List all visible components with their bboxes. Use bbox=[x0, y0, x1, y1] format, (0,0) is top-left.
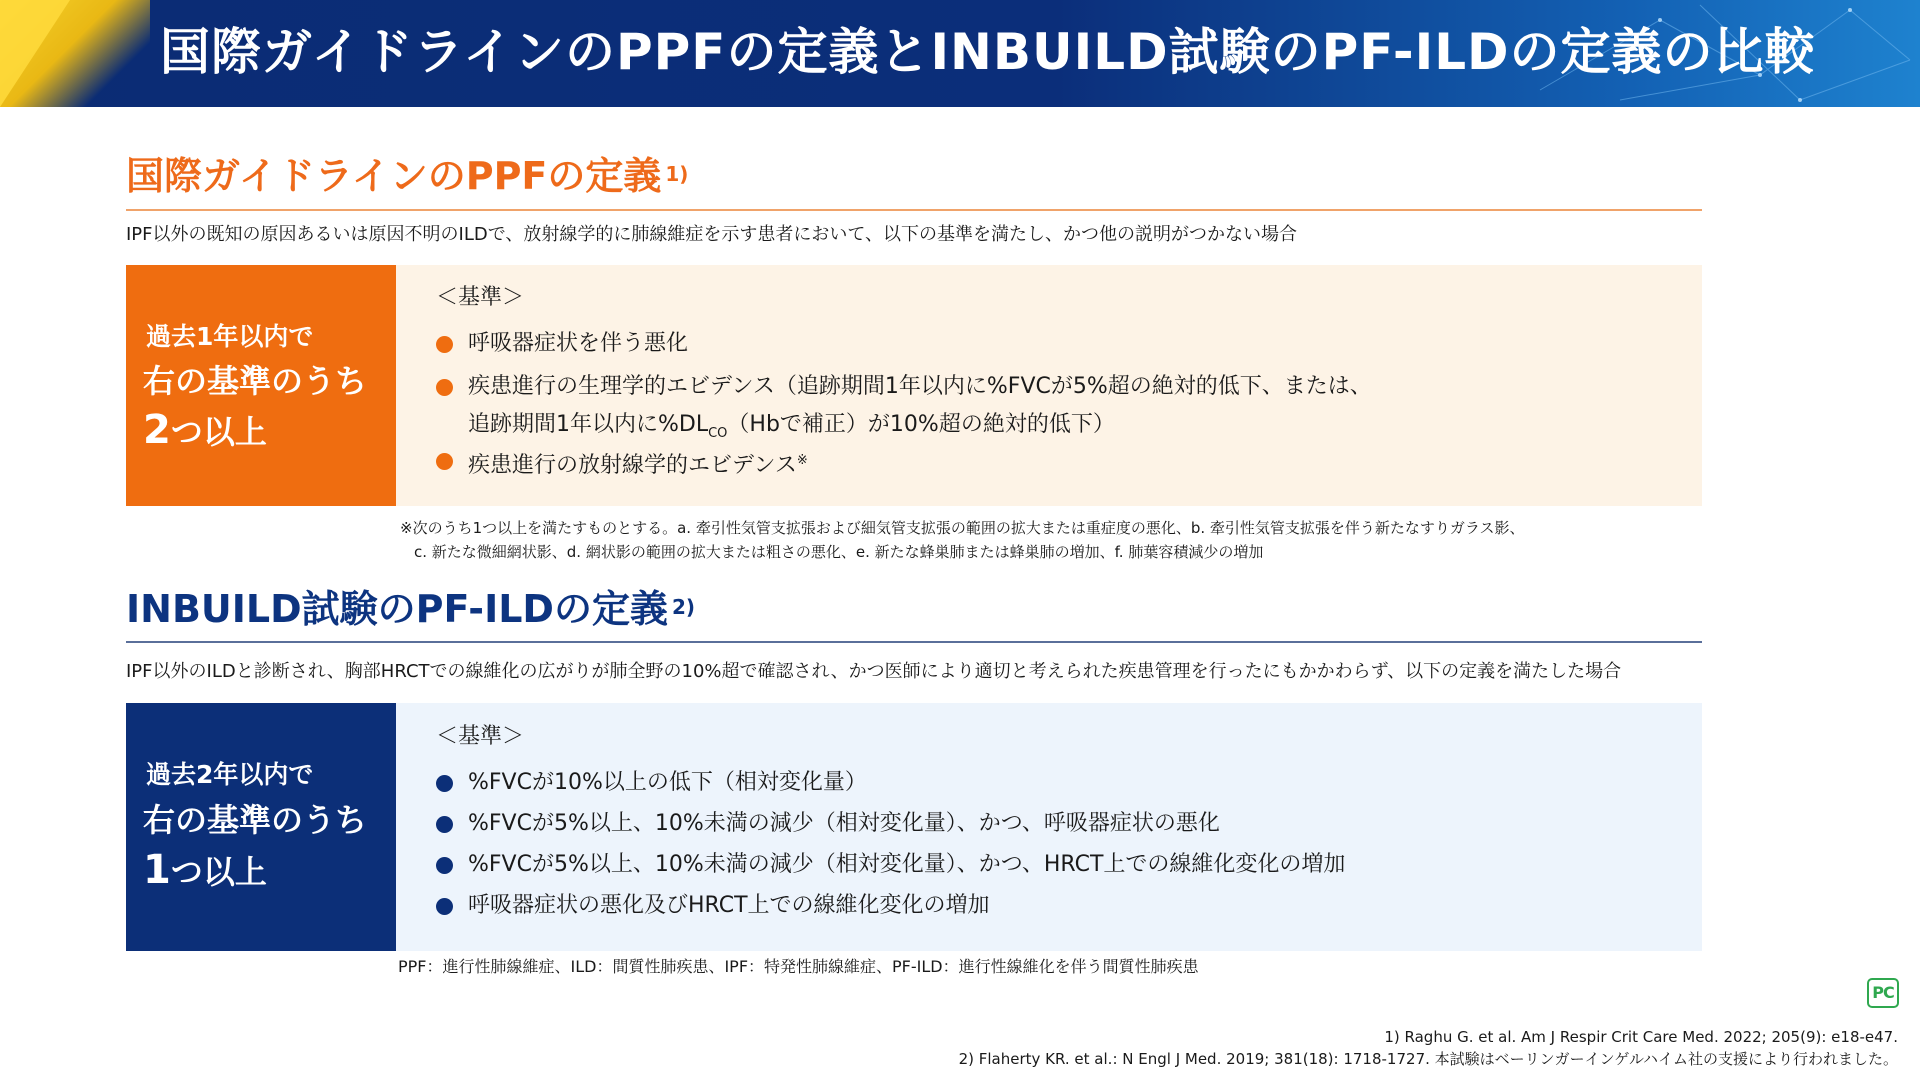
section1-tag-criteria: 右の基準のうち bbox=[143, 362, 368, 400]
section2-item-text: %FVCが5%以上、10%未満の減少（相対変化量）、かつ、HRCT上での線維化変化の増加 bbox=[468, 852, 1346, 877]
section2-tag-period: 過去2年以内で bbox=[146, 760, 314, 789]
section2-title bbox=[126, 585, 695, 633]
section1-item3-note-mark: ※ bbox=[796, 453, 808, 468]
bullet-icon bbox=[436, 816, 453, 833]
section1-footnote-line1: ※次のうち1つ以上を満たすものとする。a. 牽引性気管支拡張および細気管支拡張の範囲の拡大または重症度の悪化、b. 牽引性気管支拡張を伴う新たなすりガラス影、 bbox=[400, 519, 1525, 537]
section1-footnote-line2: c. 新たな微細網状影、d. 網状影の範囲の拡大または粗さの悪化、e. 新たな蜂巣肺または蜂巣肺の増加、f. 肺葉容積減少の増加 bbox=[414, 543, 1264, 561]
section1-item3-text: 疾患進行の放射線学的エビデンス bbox=[468, 453, 797, 478]
section1-criteria-box bbox=[126, 265, 1702, 506]
section1-item2-part-a: 追跡期間1年以内に%DL bbox=[468, 412, 709, 437]
section2-tag-count bbox=[143, 849, 267, 893]
bullet-icon bbox=[436, 775, 453, 792]
section1-criteria-heading: ＜基準＞ bbox=[436, 285, 525, 310]
section1-item-text: 呼吸器症状を伴う悪化 bbox=[468, 331, 689, 356]
section1-divider bbox=[126, 209, 1702, 211]
page-title: 国際ガイドラインのPPFの定義とINBUILD試験のPF-ILDの定義の比較 bbox=[160, 23, 1816, 81]
section1-item-text-line2 bbox=[468, 409, 1115, 450]
section2-criteria-box bbox=[126, 703, 1702, 951]
reference-1: 1) Raghu G. et al. Am J Respir Crit Care Med. 2022; 205(9): e18-e47. bbox=[1384, 1028, 1898, 1046]
header-bar bbox=[0, 0, 1920, 107]
section1-title bbox=[126, 152, 688, 200]
section2-item-text: %FVCが10%以上の低下（相対変化量） bbox=[468, 770, 867, 795]
header-gold-triangle bbox=[0, 0, 70, 107]
bullet-icon bbox=[436, 898, 453, 915]
abbreviations-note: PPF：進行性肺線維症、ILD：間質性肺疾患、IPF：特発性肺線維症、PF-ILD：進行性線維化を伴う間質性肺疾患 bbox=[398, 957, 1199, 976]
bullet-icon bbox=[436, 857, 453, 874]
section1-ref-mark: 1) bbox=[665, 162, 689, 186]
section1-item2-part-b: （Hbで補正）が10%超の絶対的低下） bbox=[727, 412, 1115, 437]
section2-item-text: %FVCが5%以上、10%未満の減少（相対変化量）、かつ、呼吸器症状の悪化 bbox=[468, 811, 1220, 836]
section2-title-text: INBUILD試験のPF-ILDの定義 bbox=[126, 587, 668, 631]
section2-tag-number: 1 bbox=[143, 847, 171, 893]
section1-lead-text: IPF以外の既知の原因あるいは原因不明のILDで、放射線学的に肺線維症を示す患者において、以下の基準を満たし、かつ他の説明がつかない場合 bbox=[126, 224, 1297, 245]
section1-item-text: 疾患進行の生理学的エビデンス（追跡期間1年以内に%FVCが5%超の絶対的低下、または、 bbox=[468, 374, 1372, 399]
section2-lead-text: IPF以外のILDと診断され、胸部HRCTでの線維化の広がりが肺全野の10%超で確認され、かつ医師により適切と考えられた疾患管理を行ったにもかかわらず、以下の定義を満たした場合 bbox=[126, 661, 1622, 682]
section2-criteria-heading: ＜基準＞ bbox=[436, 724, 525, 749]
section2-tag bbox=[126, 703, 396, 951]
section1-tag bbox=[126, 265, 396, 506]
section2-tag-criteria: 右の基準のうち bbox=[143, 801, 368, 839]
section2-tag-suffix: つ以上 bbox=[170, 853, 267, 891]
pc-logo-icon: PC bbox=[1867, 978, 1899, 1008]
section2-item-text: 呼吸器症状の悪化及びHRCT上での線維化変化の増加 bbox=[468, 893, 990, 918]
section2-divider bbox=[126, 641, 1702, 643]
section1-tag-count bbox=[143, 409, 267, 453]
section1-tag-period: 過去1年以内で bbox=[146, 322, 314, 351]
section1-item2-subscript: CO bbox=[708, 426, 728, 441]
reference-2: 2) Flaherty KR. et al.: N Engl J Med. 2019; 381(18): 1718-1727. 本試験はベーリンガーインゲルハイム社の支援により行われました。 bbox=[958, 1050, 1898, 1068]
bullet-icon bbox=[436, 453, 453, 470]
bullet-icon bbox=[436, 336, 453, 353]
bullet-icon bbox=[436, 379, 453, 396]
section2-ref-mark: 2) bbox=[671, 595, 696, 619]
section1-title-text: 国際ガイドラインのPPFの定義 bbox=[126, 154, 662, 198]
section1-tag-number: 2 bbox=[143, 407, 171, 453]
section1-tag-suffix: つ以上 bbox=[170, 413, 267, 451]
section1-item-text bbox=[468, 445, 808, 482]
